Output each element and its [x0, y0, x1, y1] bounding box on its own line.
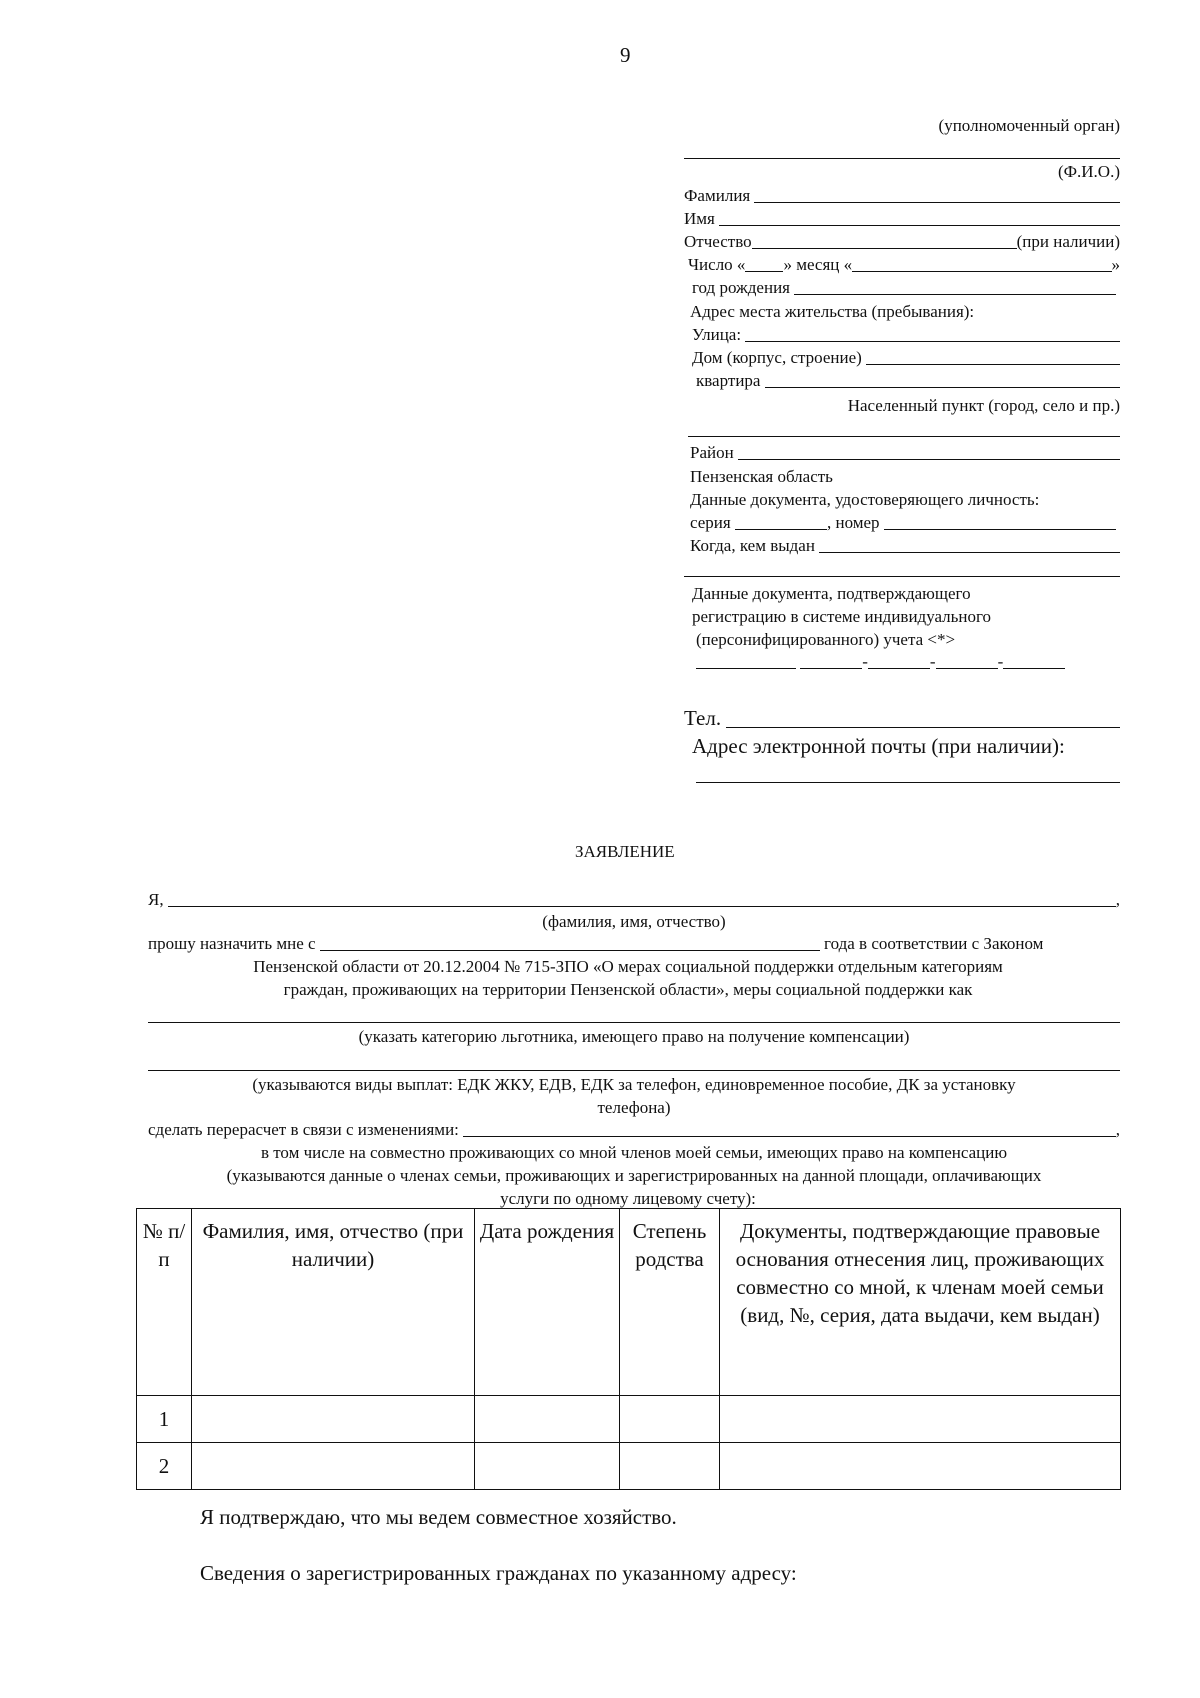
issued-field[interactable] — [690, 536, 1120, 556]
category-hint: (указать категорию льготника, имеющего право на получение компенсации) — [358, 1027, 910, 1046]
street-field[interactable] — [692, 325, 1120, 345]
phone-field[interactable] — [684, 705, 1120, 731]
name-field[interactable] — [684, 209, 1120, 229]
street-label: Улица: — [692, 325, 742, 344]
header-number: № п/п — [137, 1209, 192, 1396]
birth-year-label: год рождения — [692, 278, 790, 297]
table-row — [137, 1396, 1121, 1443]
birth-year-field[interactable] — [692, 278, 1116, 298]
request-suffix: года в соответствии с Законом — [824, 934, 1044, 953]
category-line[interactable] — [148, 1022, 1120, 1023]
id-doc-heading: Данные документа, удостоверяющего личность: — [690, 490, 1040, 509]
number-label: , номер — [826, 513, 880, 532]
row-number: 2 — [137, 1443, 192, 1490]
series-label: серия — [690, 513, 731, 532]
cell-fio[interactable] — [192, 1396, 475, 1443]
issued-label: Когда, кем выдан — [690, 536, 815, 555]
payments-line[interactable] — [148, 1070, 1120, 1071]
birth-date-field[interactable] — [688, 255, 1120, 275]
patronymic-field[interactable] — [684, 232, 1120, 252]
email-label: Адрес электронной почты (при наличии): — [692, 734, 1065, 758]
table-row — [137, 1443, 1121, 1490]
payments-hint-2: телефона) — [597, 1098, 671, 1117]
header-fio: Фамилия, имя, отчество (при наличии) — [192, 1209, 475, 1396]
apartment-field[interactable] — [696, 371, 1120, 391]
house-field[interactable] — [692, 348, 1120, 368]
authority-line[interactable] — [684, 158, 1120, 159]
page-title: ЗАЯВЛЕНИЕ — [575, 842, 675, 861]
registered-statement: Сведения о зарегистрированных гражданах по указанному адресу: — [200, 1561, 797, 1585]
email-line[interactable] — [696, 782, 1120, 783]
phone-label: Тел. — [684, 706, 722, 730]
patronymic-label: Отчество — [684, 232, 752, 251]
address-heading: Адрес места жительства (пребывания): — [690, 302, 975, 321]
issued-line[interactable] — [684, 576, 1120, 577]
family-hint-2: услуги по одному лицевому счету): — [500, 1189, 756, 1208]
birth-day-label: Число « — [688, 255, 746, 274]
authority-caption: (уполномоченный орган) — [938, 116, 1120, 135]
request-prefix: прошу назначить мне с — [148, 934, 316, 953]
snils-number-field[interactable]: - - - — [696, 652, 1076, 672]
header-relationship: Степень родства — [620, 1209, 720, 1396]
cell-birth-date[interactable] — [475, 1443, 620, 1490]
family-hint-1: (указываются данные о членах семьи, проживающих и зарегистрированных на данной площади, оплачивающих — [226, 1166, 1042, 1185]
locality-line[interactable] — [688, 436, 1120, 437]
recalc-field[interactable]: сделать перерасчет в связи с изменениями: , — [148, 1120, 1120, 1139]
birth-close: » — [1111, 255, 1120, 274]
cell-birth-date[interactable] — [475, 1396, 620, 1443]
table-header-row — [137, 1209, 1121, 1396]
recalc-label: сделать перерасчет в связи с изменениями: — [148, 1120, 459, 1139]
locality-caption: Населенный пункт (город, село и пр.) — [847, 396, 1120, 415]
apartment-label: квартира — [696, 371, 761, 390]
header-documents: Документы, подтверждающие правовые основания отнесения лиц, проживающих совместно со мной, к членам моей семьи (вид, №, серия, дата выдачи, кем выдан) — [720, 1209, 1121, 1396]
snils-line-1: Данные документа, подтверждающего — [692, 584, 971, 603]
header-birth-date: Дата рождения — [475, 1209, 620, 1396]
region-text: Пензенская область — [690, 467, 833, 486]
law-line: Пензенской области от 20.12.2004 № 715-ЗПО «О мерах социальной поддержки отдельным категориям — [253, 957, 1003, 976]
applicant-fio-field[interactable]: Я, , — [148, 890, 1120, 909]
patronymic-if-any: (при наличии) — [1016, 232, 1120, 251]
page-number: 9 — [620, 43, 631, 67]
cell-documents[interactable] — [720, 1396, 1121, 1443]
fio-hint: (фамилия, имя, отчество) — [542, 912, 726, 931]
payments-hint-1: (указываются виды выплат: ЕДК ЖКУ, ЕДВ, ЕДК за телефон, единовременное пособие, ДК за установку — [252, 1075, 1016, 1094]
district-label: Район — [690, 443, 734, 462]
confirm-statement: Я подтверждаю, что мы ведем совместное хозяйство. — [200, 1505, 677, 1529]
i-label: Я, — [148, 890, 164, 909]
snils-line-2: регистрацию в системе индивидуального — [692, 607, 992, 626]
family-table — [136, 1208, 1121, 1490]
law-line-2: граждан, проживающих на территории Пензенской области», меры социальной поддержки как — [283, 980, 973, 999]
request-date-field[interactable] — [148, 934, 1120, 954]
fio-caption: (Ф.И.О.) — [1057, 162, 1120, 181]
district-field[interactable] — [690, 443, 1120, 463]
cell-relationship[interactable] — [620, 1396, 720, 1443]
family-line: в том числе на совместно проживающих со мной членов моей семьи, имеющих право на компенсацию — [260, 1143, 1008, 1162]
house-label: Дом (корпус, строение) — [692, 348, 862, 367]
snils-line-3: (персонифицированного) учета <*> — [696, 630, 956, 649]
row-number: 1 — [137, 1396, 192, 1443]
series-number-field[interactable] — [690, 513, 1116, 533]
name-label: Имя — [684, 209, 715, 228]
cell-relationship[interactable] — [620, 1443, 720, 1490]
surname-field[interactable] — [684, 186, 1120, 206]
cell-fio[interactable] — [192, 1443, 475, 1490]
cell-documents[interactable] — [720, 1443, 1121, 1490]
birth-month-label: » месяц « — [783, 255, 853, 274]
surname-label: Фамилия — [684, 186, 751, 205]
